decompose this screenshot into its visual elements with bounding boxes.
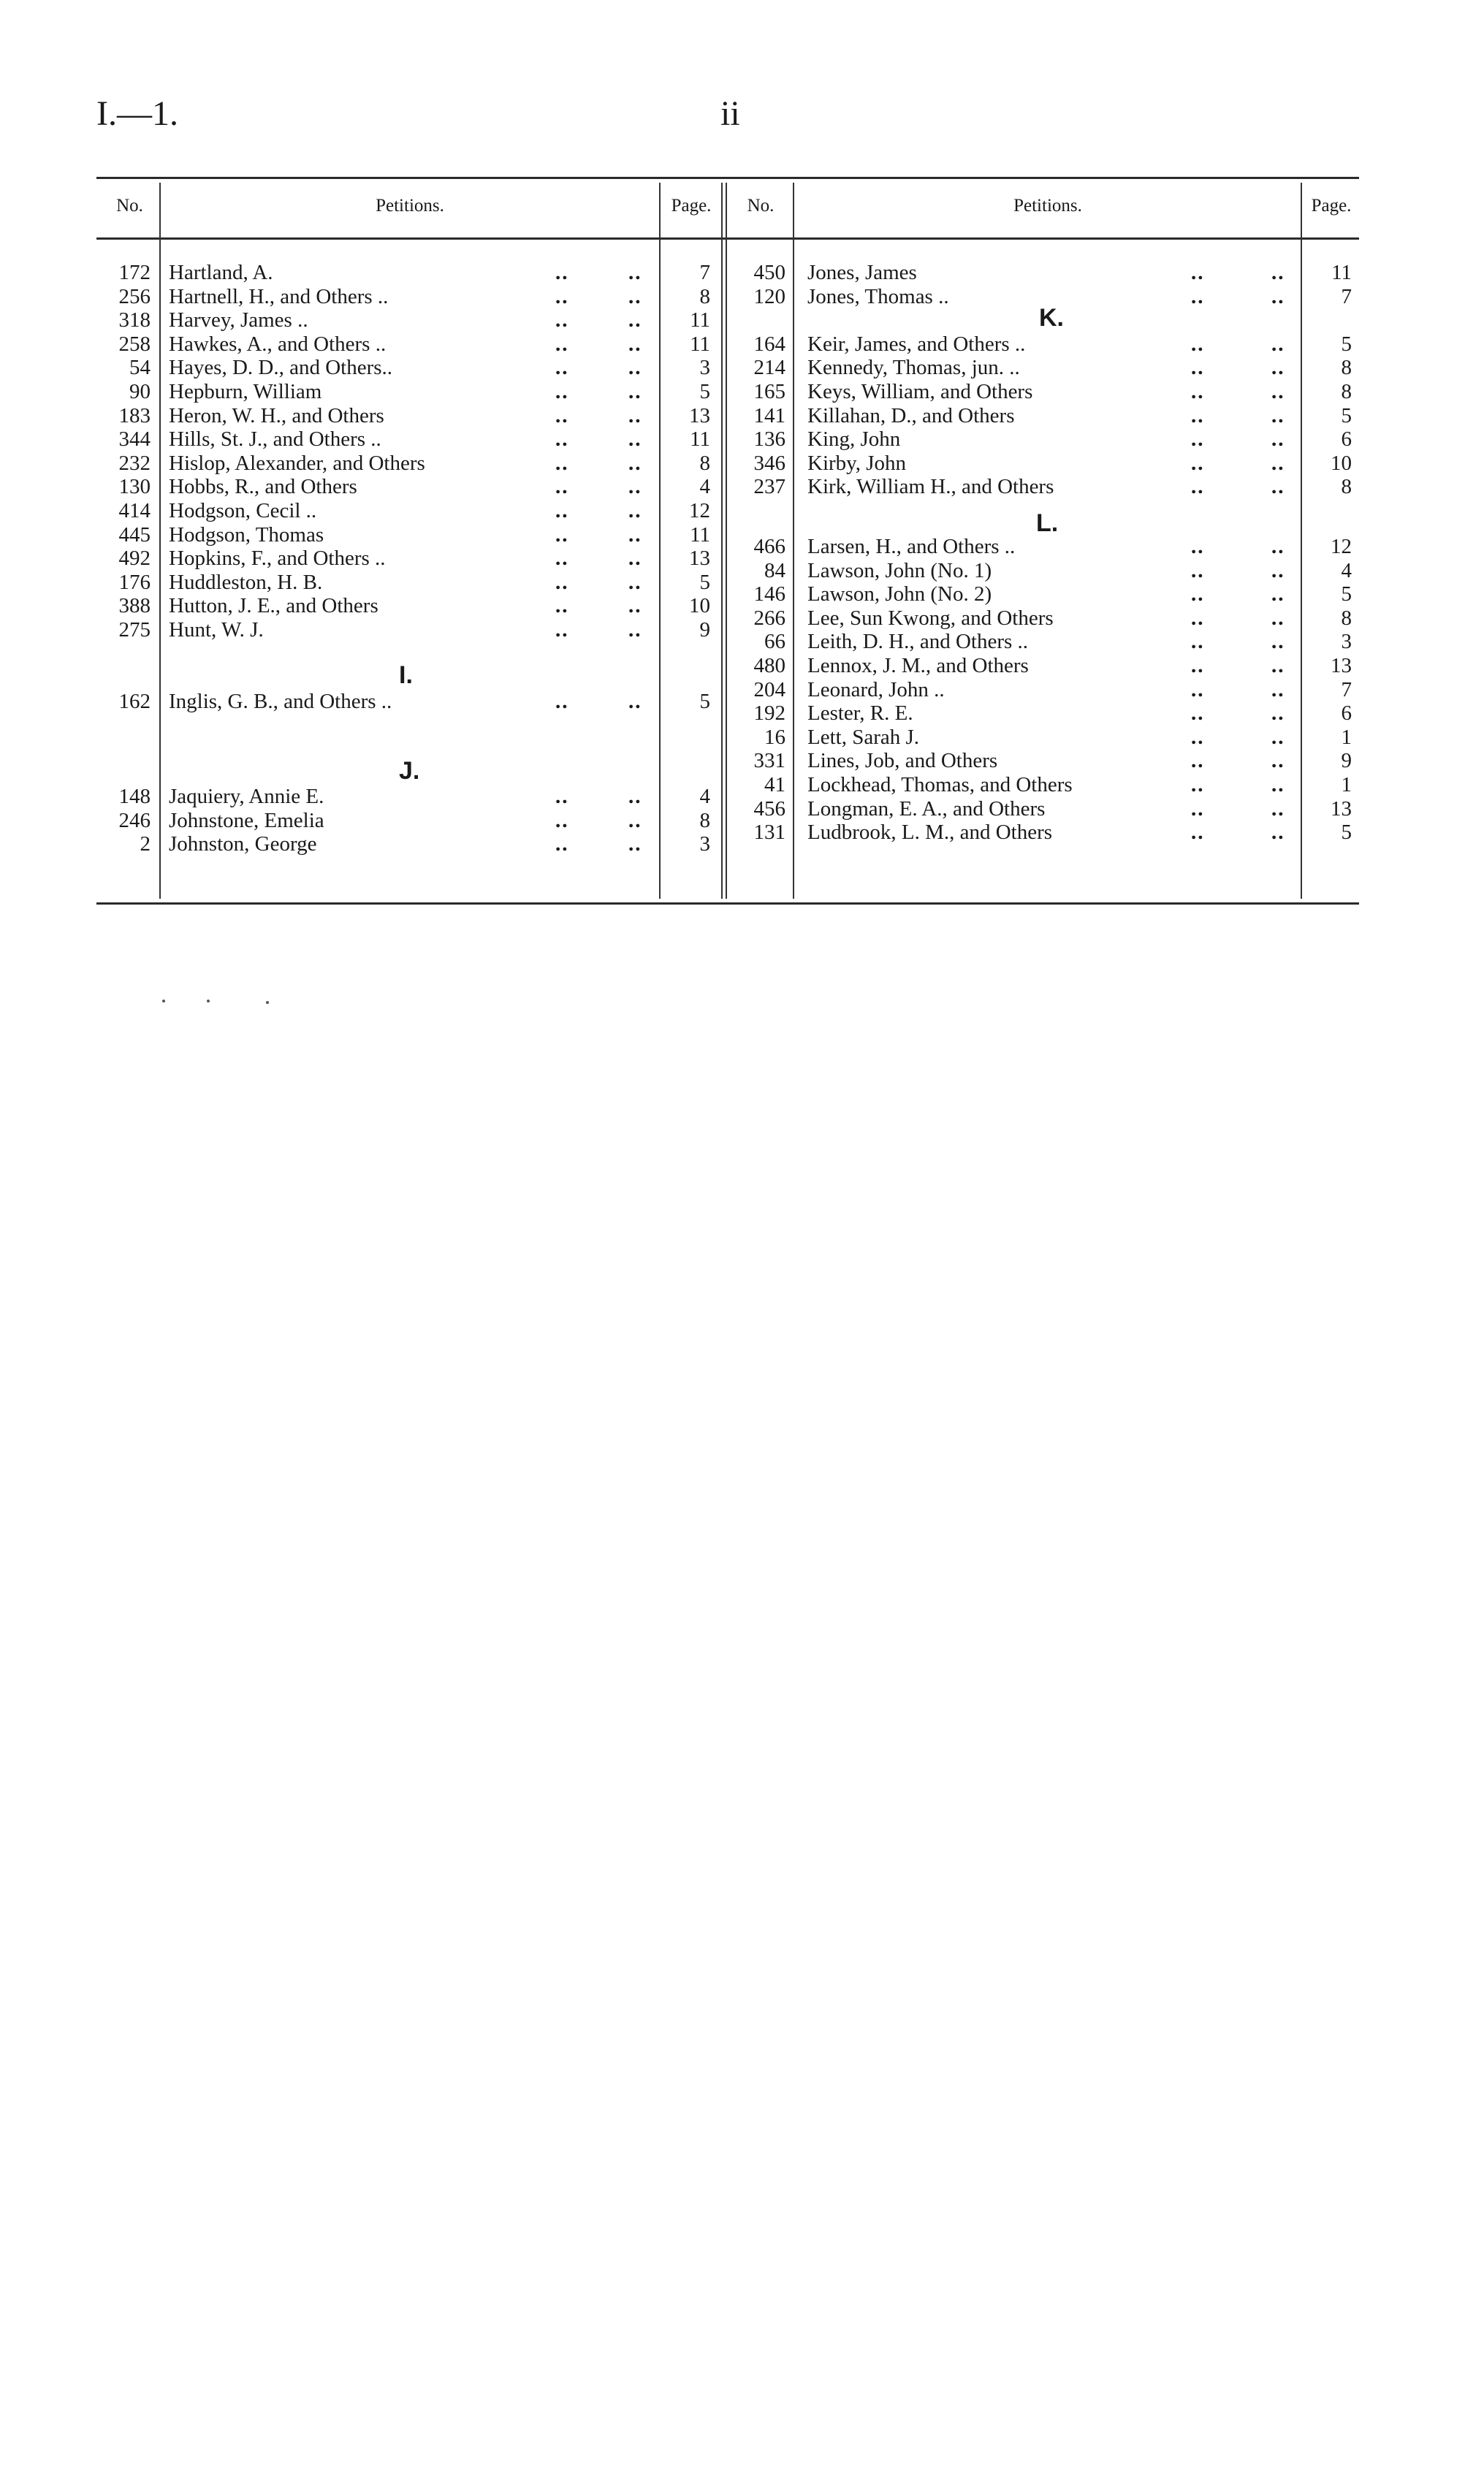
dot-leader: ..: [555, 522, 569, 547]
entry-name: King, John: [807, 427, 901, 452]
entry-number: 318: [118, 308, 151, 332]
entry-page: 7: [699, 261, 710, 284]
entry-name: Johnston, George: [169, 832, 317, 856]
col-head-no: No.: [116, 196, 143, 216]
entry-name: Hepburn, William: [169, 380, 322, 403]
dot-leader: ..: [555, 261, 569, 284]
dot-leader: ..: [1271, 630, 1285, 654]
entry-number: 120: [753, 284, 785, 308]
entry-name: Hobbs, R., and Others: [169, 475, 357, 499]
dot-leader: ..: [1191, 796, 1205, 821]
entry-name: Hopkins, F., and Others ..: [169, 547, 386, 571]
col-head-page: Page.: [671, 196, 712, 216]
dot-leader: ..: [555, 475, 569, 499]
page-number: ii: [720, 94, 740, 133]
entry-page: 7: [1341, 677, 1352, 701]
entry-page: 3: [699, 832, 710, 856]
entry-page: 5: [699, 380, 710, 403]
entry-page: 8: [1341, 356, 1352, 380]
dot-leader: ..: [1271, 427, 1285, 452]
dot-leader: ..: [555, 785, 569, 809]
entry-number: 131: [753, 821, 785, 845]
dot-leader: ..: [628, 499, 642, 522]
entry-page: 8: [699, 284, 710, 308]
entry-page: 13: [1331, 796, 1352, 821]
dot-leader: ..: [1191, 677, 1205, 701]
dot-leader: ..: [628, 427, 642, 452]
entry-number: 480: [753, 653, 785, 677]
table-header-rule: [96, 237, 1359, 240]
entry-page: 8: [699, 451, 710, 475]
entry-number: 450: [753, 261, 785, 284]
entry-number: 54: [129, 356, 151, 380]
dot-leader: ..: [555, 808, 569, 832]
entry-name: Hutton, J. E., and Others: [169, 594, 378, 618]
entry-page: 11: [690, 427, 710, 452]
dot-leader: ..: [628, 832, 642, 856]
entry-page: 8: [699, 808, 710, 832]
dot-leader: ..: [1191, 534, 1205, 558]
entry-name: Hawkes, A., and Others ..: [169, 332, 387, 356]
dot-leader: ..: [1271, 653, 1285, 677]
entry-number: 232: [118, 451, 151, 475]
dot-leader: ..: [1271, 403, 1285, 427]
entry-page: 11: [690, 522, 710, 547]
entry-number: 466: [753, 534, 785, 558]
dot-leader: ..: [1271, 284, 1285, 308]
dot-leader: ..: [628, 547, 642, 571]
dot-leader: ..: [1191, 284, 1205, 308]
dot-leader: ..: [1191, 725, 1205, 749]
entry-number: 331: [753, 749, 785, 773]
dot-leader: ..: [1191, 427, 1205, 452]
section-letter: L.: [1036, 509, 1059, 537]
dot-leader: ..: [628, 380, 642, 403]
dot-leader: ..: [1271, 677, 1285, 701]
entry-name: Hartland, A.: [169, 261, 273, 284]
entry-page: 10: [689, 594, 710, 618]
dot-leader: ..: [628, 451, 642, 475]
dot-leader: ..: [1271, 772, 1285, 796]
entry-page: 5: [1341, 582, 1352, 606]
entry-number: 445: [118, 522, 151, 547]
dot-leader: ..: [628, 308, 642, 332]
dot-leader: ..: [1271, 534, 1285, 558]
entry-number: 492: [118, 547, 151, 571]
entry-number: 176: [118, 570, 151, 594]
entry-page: 5: [1341, 821, 1352, 845]
entry-page: 7: [1341, 284, 1352, 308]
entry-number: 237: [753, 475, 785, 499]
entry-name: Hartnell, H., and Others ..: [169, 284, 389, 308]
col-head-petitions: Petitions.: [376, 196, 444, 216]
dot-leader: ..: [1191, 332, 1205, 356]
entry-page: 4: [699, 475, 710, 499]
dot-leader: ..: [1191, 403, 1205, 427]
entry-name: Jaquiery, Annie E.: [169, 785, 324, 809]
entry-number: 183: [118, 403, 151, 427]
dot-leader: ..: [1271, 749, 1285, 773]
dot-leader: ..: [1271, 451, 1285, 475]
entry-name: Lee, Sun Kwong, and Others: [807, 606, 1054, 630]
entry-name: Kennedy, Thomas, jun. ..: [807, 356, 1020, 380]
col-head-page: Page.: [1311, 196, 1352, 216]
entry-number: 214: [753, 356, 785, 380]
dot-leader: ..: [1191, 653, 1205, 677]
entry-page: 5: [699, 689, 710, 713]
dot-leader: ..: [1271, 380, 1285, 403]
col-head-petitions: Petitions.: [1013, 196, 1082, 216]
entry-page: 11: [690, 308, 710, 332]
dot-leader: ..: [1191, 261, 1205, 284]
entry-number: 456: [753, 796, 785, 821]
col-head-no: No.: [747, 196, 775, 216]
entry-page: 13: [689, 547, 710, 571]
dot-leader: ..: [555, 284, 569, 308]
entry-page: 12: [1331, 534, 1352, 558]
scan-mark: [266, 1001, 269, 1004]
entry-number: 258: [118, 332, 151, 356]
entry-name: Lockhead, Thomas, and Others: [807, 772, 1073, 796]
entry-number: 2: [140, 832, 151, 856]
dot-leader: ..: [1191, 451, 1205, 475]
entry-page: 1: [1341, 772, 1352, 796]
entry-number: 148: [118, 785, 151, 809]
entry-number: 344: [118, 427, 151, 452]
scan-mark: [207, 1000, 210, 1002]
entry-page: 4: [1341, 558, 1352, 582]
entry-page: 3: [1341, 630, 1352, 654]
entry-number: 172: [118, 261, 151, 284]
dot-leader: ..: [555, 547, 569, 571]
scan-mark: [162, 1000, 165, 1002]
entry-name: Larsen, H., and Others ..: [807, 534, 1016, 558]
dot-leader: ..: [1191, 475, 1205, 499]
entry-number: 256: [118, 284, 151, 308]
dot-leader: ..: [1191, 630, 1205, 654]
entry-page: 3: [699, 356, 710, 380]
dot-leader: ..: [628, 403, 642, 427]
dot-leader: ..: [555, 380, 569, 403]
entry-number: 66: [764, 630, 785, 654]
entry-number: 164: [753, 332, 785, 356]
dot-leader: ..: [1191, 821, 1205, 845]
entry-number: 414: [118, 499, 151, 522]
dot-leader: ..: [555, 594, 569, 618]
entry-number: 192: [753, 701, 785, 726]
entry-number: 204: [753, 677, 785, 701]
entry-page: 8: [1341, 475, 1352, 499]
entry-name: Kirk, William H., and Others: [807, 475, 1054, 499]
entry-name: Keys, William, and Others: [807, 380, 1033, 403]
entry-name: Keir, James, and Others ..: [807, 332, 1026, 356]
section-letter: K.: [1039, 304, 1064, 332]
dot-leader: ..: [628, 356, 642, 380]
entry-number: 162: [118, 689, 151, 713]
dot-leader: ..: [555, 403, 569, 427]
document-code: I.—1.: [96, 94, 178, 133]
dot-leader: ..: [555, 356, 569, 380]
dot-leader: ..: [1271, 796, 1285, 821]
dot-leader: ..: [628, 570, 642, 594]
entry-number: 41: [764, 772, 785, 796]
entry-name: Huddleston, H. B.: [169, 570, 323, 594]
entry-number: 246: [118, 808, 151, 832]
entry-name: Ludbrook, L. M., and Others: [807, 821, 1053, 845]
entry-page: 6: [1341, 701, 1352, 726]
entry-page: 12: [689, 499, 710, 522]
entry-name: Harvey, James ..: [169, 308, 308, 332]
entry-name: Leonard, John ..: [807, 677, 945, 701]
entry-page: 5: [699, 570, 710, 594]
dot-leader: ..: [628, 261, 642, 284]
entry-name: Longman, E. A., and Others: [807, 796, 1046, 821]
dot-leader: ..: [555, 308, 569, 332]
entry-name: Hayes, D. D., and Others..: [169, 356, 393, 380]
dot-leader: ..: [1191, 380, 1205, 403]
entry-number: 146: [753, 582, 785, 606]
entry-name: Hodgson, Thomas: [169, 522, 324, 547]
entry-number: 165: [753, 380, 785, 403]
entry-name: Lett, Sarah J.: [807, 725, 920, 749]
entry-page: 4: [699, 785, 710, 809]
dot-leader: ..: [555, 570, 569, 594]
entry-name: Lawson, John (No. 2): [807, 582, 992, 606]
dot-leader: ..: [1271, 701, 1285, 726]
entry-page: 11: [1331, 261, 1352, 284]
entry-number: 136: [753, 427, 785, 452]
dot-leader: ..: [628, 689, 642, 713]
dot-leader: ..: [628, 594, 642, 618]
entry-name: Leith, D. H., and Others ..: [807, 630, 1029, 654]
dot-leader: ..: [1191, 558, 1205, 582]
section-letter: I.: [399, 661, 413, 690]
dot-leader: ..: [628, 475, 642, 499]
dot-leader: ..: [628, 785, 642, 809]
dot-leader: ..: [628, 284, 642, 308]
entry-page: 1: [1341, 725, 1352, 749]
dot-leader: ..: [1191, 356, 1205, 380]
dot-leader: ..: [628, 522, 642, 547]
dot-leader: ..: [1191, 772, 1205, 796]
entry-number: 346: [753, 451, 785, 475]
entry-name: Jones, James: [807, 261, 917, 284]
entry-page: 11: [690, 332, 710, 356]
entry-page: 8: [1341, 380, 1352, 403]
dot-leader: ..: [1191, 582, 1205, 606]
entry-name: Lennox, J. M., and Others: [807, 653, 1029, 677]
entry-number: 141: [753, 403, 785, 427]
entry-name: Killahan, D., and Others: [807, 403, 1015, 427]
dot-leader: ..: [1271, 725, 1285, 749]
dot-leader: ..: [1271, 821, 1285, 845]
entry-name: Lawson, John (No. 1): [807, 558, 992, 582]
entry-name: Hodgson, Cecil ..: [169, 499, 317, 522]
entry-number: 275: [118, 618, 151, 642]
entry-page: 13: [1331, 653, 1352, 677]
entry-name: Hunt, W. J.: [169, 618, 264, 642]
entry-name: Lester, R. E.: [807, 701, 913, 726]
entry-name: Heron, W. H., and Others: [169, 403, 384, 427]
dot-leader: ..: [1271, 558, 1285, 582]
entry-name: Johnstone, Emelia: [169, 808, 324, 832]
entry-page: 6: [1341, 427, 1352, 452]
entry-number: 130: [118, 475, 151, 499]
table-bottom-rule: [96, 902, 1359, 905]
dot-leader: ..: [1191, 606, 1205, 630]
entry-name: Jones, Thomas ..: [807, 284, 949, 308]
entry-page: 5: [1341, 332, 1352, 356]
dot-leader: ..: [1271, 356, 1285, 380]
entry-number: 16: [764, 725, 785, 749]
dot-leader: ..: [1271, 475, 1285, 499]
dot-leader: ..: [1271, 332, 1285, 356]
entry-page: 13: [689, 403, 710, 427]
table-top-rule: [96, 177, 1359, 179]
entry-name: Kirby, John: [807, 451, 907, 475]
dot-leader: ..: [555, 499, 569, 522]
dot-leader: ..: [555, 332, 569, 356]
dot-leader: ..: [1191, 749, 1205, 773]
dot-leader: ..: [1271, 261, 1285, 284]
entry-name: Hills, St. J., and Others ..: [169, 427, 381, 452]
entry-page: 5: [1341, 403, 1352, 427]
dot-leader: ..: [628, 618, 642, 642]
entry-number: 90: [129, 380, 151, 403]
dot-leader: ..: [1191, 701, 1205, 726]
entry-page: 10: [1331, 451, 1352, 475]
entry-page: 9: [1341, 749, 1352, 773]
dot-leader: ..: [555, 832, 569, 856]
entry-page: 9: [699, 618, 710, 642]
entry-name: Hislop, Alexander, and Others: [169, 451, 425, 475]
entry-number: 388: [118, 594, 151, 618]
entry-number: 266: [753, 606, 785, 630]
entry-name: Inglis, G. B., and Others ..: [169, 689, 392, 713]
dot-leader: ..: [555, 618, 569, 642]
dot-leader: ..: [628, 808, 642, 832]
entry-number: 84: [764, 558, 785, 582]
entry-page: 8: [1341, 606, 1352, 630]
entry-name: Lines, Job, and Others: [807, 749, 998, 773]
dot-leader: ..: [628, 332, 642, 356]
section-letter: J.: [399, 756, 420, 785]
dot-leader: ..: [555, 427, 569, 452]
dot-leader: ..: [555, 451, 569, 475]
dot-leader: ..: [1271, 582, 1285, 606]
dot-leader: ..: [1271, 606, 1285, 630]
dot-leader: ..: [555, 689, 569, 713]
